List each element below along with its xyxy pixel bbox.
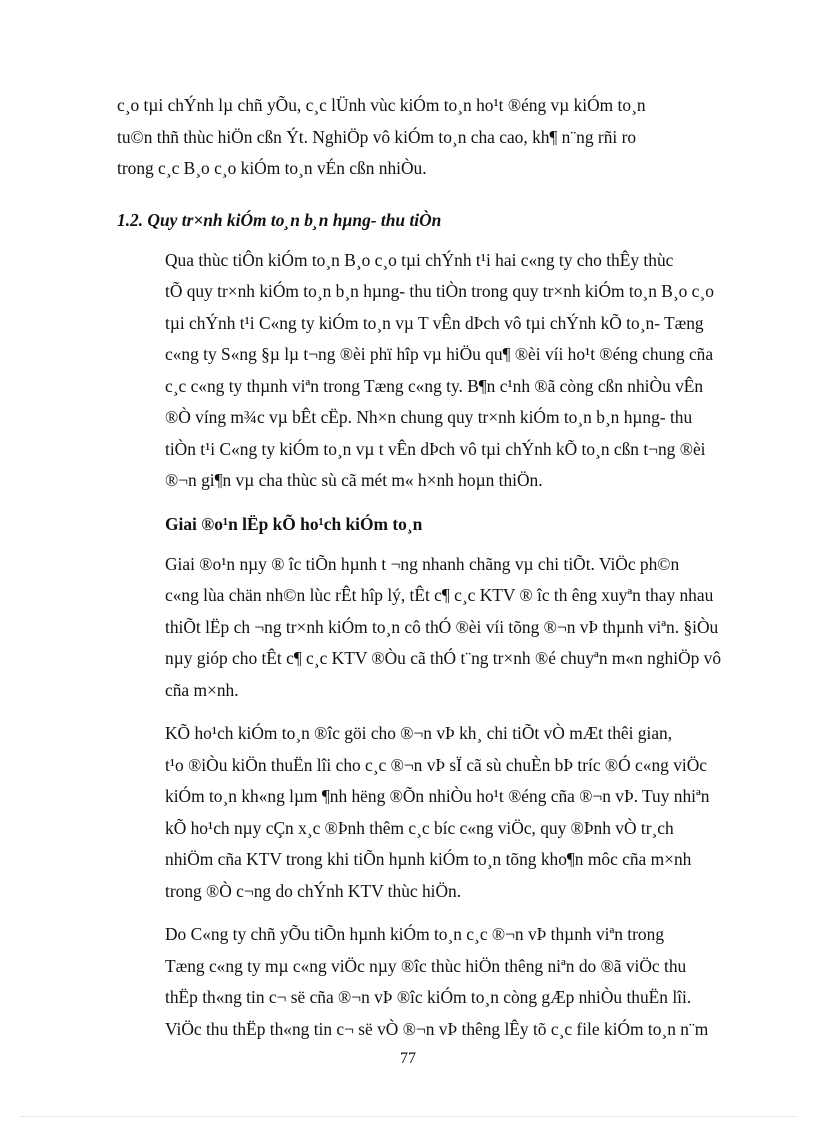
text-line: trong c¸c B¸o c¸o kiÓm to¸n vÉn cßn nhiÒu. [117, 158, 427, 178]
text-line: Do C«ng ty chñ yÕu tiÕn hµnh kiÓm to¸n c¸c ®¬n vÞ thµnh viªn trong [165, 924, 665, 944]
paragraph-4 [117, 718, 740, 907]
text-line: trong ®Ò c¬ng do chÝnh KTV thùc hiÖn. [165, 880, 462, 901]
text-line: thiÕt lËp ch ¬ng tr×nh kiÓm to¸n cô thÓ ®èi víi tõng ®¬n vÞ thµnh viªn. §iÒu [165, 616, 719, 637]
page-number: 77 [400, 1050, 416, 1067]
text-line: thËp th«ng tin c¬ së cña ®¬n vÞ ®îc kiÓm to¸n còng gÆp nhiÒu thuËn lîi. [165, 987, 692, 1007]
paragraph-2 [117, 245, 740, 497]
text-line: ®Ò víng m¾c vµ bÊt cËp. Nh×n chung quy tr×nh kiÓm to¸n b¸n hµng- thu [165, 407, 693, 427]
text-line: c«ng lùa chän nh©n lùc rÊt hîp lý, tÊt c¶ c¸c KTV ® îc th êng xuyªn thay nhau [165, 585, 714, 605]
text-line: nhiÖm cña KTV trong khi tiÕn hµnh kiÓm to¸n tõng kho¶n môc cña m×nh [165, 849, 692, 869]
text-line: c«ng ty S«ng §µ lµ t¬ng ®èi phï hîp vµ hiÖu qu¶ ®èi víi ho¹t ®éng chung cña [165, 344, 714, 364]
text-line: kÕ ho¹ch nµy cÇn x¸c ®Þnh thêm c¸c bíc c«ng viÖc, quy ®Þnh vÒ tr¸ch [165, 817, 674, 838]
text-line: tµi chÝnh t¹i C«ng ty kiÓm to¸n vµ T vÊn dÞch vô tµi chÝnh kÕ to¸n- Tæng [165, 312, 704, 333]
text-line: tÕ quy tr×nh kiÓm to¸n b¸n hµng- thu tiÒn trong quy tr×nh kiÓm to¸n B¸o c¸o [165, 281, 714, 301]
text-line: KÕ ho¹ch kiÓm to¸n ®îc göi cho ®¬n vÞ kh¸ chi tiÕt vÒ mÆt thêi gian, [165, 723, 673, 743]
page-bottom-divider [20, 1116, 796, 1117]
text-line: c¸c c«ng ty thµnh viªn trong Tæng c«ng ty. B¶n c¹nh ®ã còng cßn nhiÒu vÊn [165, 375, 704, 396]
text-line: kiÓm to¸n kh«ng lµm ¶nh hëng ®Õn nhiÒu ho¹t ®éng cña ®¬n vÞ. Tuy nhiªn [165, 786, 710, 806]
text-line: cña m×nh. [165, 679, 239, 700]
paragraph-3 [117, 549, 740, 707]
document-body [117, 90, 740, 1045]
text-line: ®¬n gi¶n vµ cha thùc sù cã mét m« h×nh hoµn thiÖn. [165, 470, 543, 490]
text-line: Giai ®o¹n nµy ® îc tiÕn hµnh t ¬ng nhanh chãng vµ chi tiÕt. ViÖc ph©n [165, 553, 680, 574]
paragraph-5 [117, 919, 740, 1045]
intro-paragraph [117, 90, 740, 185]
text-line: tiÒn t¹i C«ng ty kiÓm to¸n vµ t vÊn dÞch vô tµi chÝnh kÕ to¸n cßn t¬ng ®èi [165, 438, 706, 459]
text-line: c¸o tµi chÝnh lµ chñ yÕu, c¸c lÜnh vùc kiÓm to¸n ho¹t ®éng vµ kiÓm to¸n [117, 95, 646, 115]
subheading: Giai ®o¹n lËp kÕ ho¹ch kiÓm to¸n [165, 513, 423, 534]
text-line: Qua thùc tiÔn kiÓm to¸n B¸o c¸o tµi chÝnh t¹i hai c«ng ty cho thÊy thùc [165, 249, 674, 270]
text-line: ViÖc thu thËp th«ng tin c¬ së vÒ ®¬n vÞ thêng lÊy tõ c¸c file kiÓm to¸n n¨m [165, 1018, 709, 1039]
section-heading: 1.2. Quy tr×nh kiÓm to¸n b¸n hµng- thu tiÒn [117, 209, 442, 230]
text-line: t¹o ®iÒu kiÖn thuËn lîi cho c¸c ®¬n vÞ sÏ cã sù chuÈn bÞ tríc ®Ó c«ng viÖc [165, 754, 707, 775]
text-line: tu©n thñ thùc hiÖn cßn Ýt. NghiÖp vô kiÓm to¸n cha cao, kh¶ n¨ng rñi ro [117, 126, 637, 147]
text-line: nµy gióp cho tÊt c¶ c¸c KTV ®Òu cã thÓ t¨ng tr×nh ®é chuyªn m«n nghiÖp vô [165, 648, 722, 668]
text-line: Tæng c«ng ty mµ c«ng viÖc nµy ®îc thùc hiÖn thêng niªn do ®ã viÖc thu [165, 955, 687, 976]
